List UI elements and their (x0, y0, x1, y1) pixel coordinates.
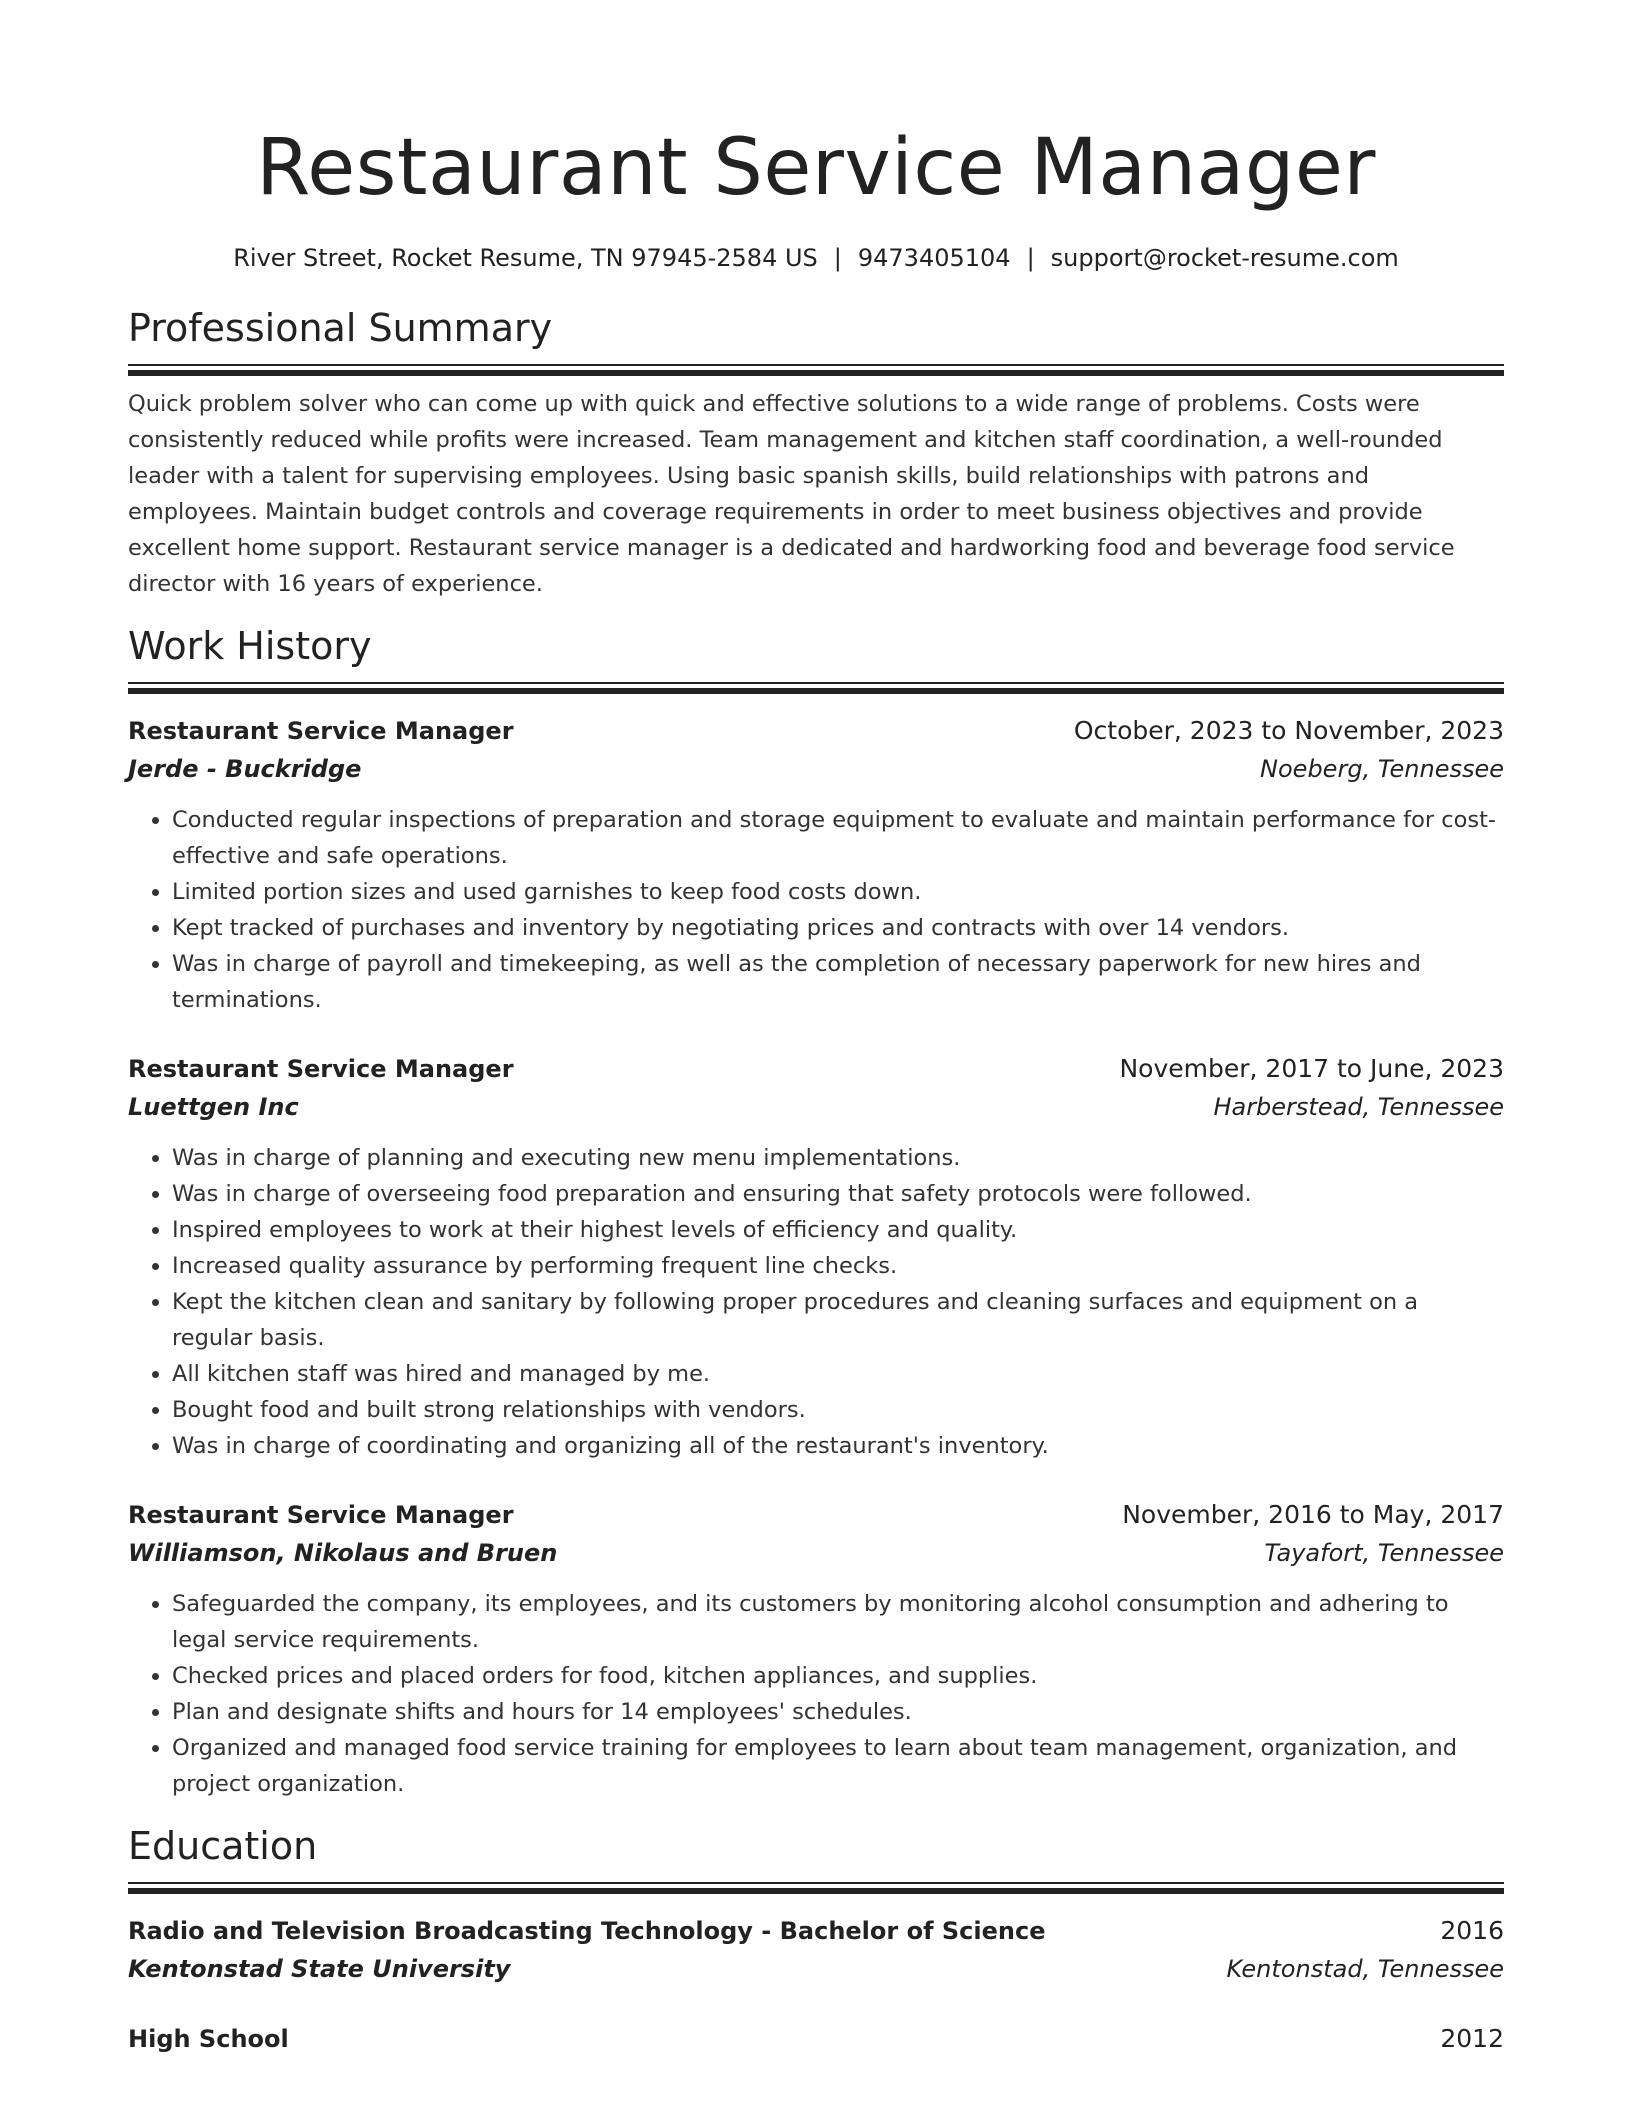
summary-text: Quick problem solver who can come up with quick and effective solutions to a wide range of problems. Costs were consistently reduced while profits were increased. Team management and kitchen staff coordination, a well-rounded leader with a talent for supervising employees. Using basic spanish skills, build relationships with patrons and employees. Maintain budget controls and coverage requirements in order to meet business objectives and provide excellent home support. Restaurant service manager is a dedicated and hardworking food and beverage food service director with 16 years of experience. (128, 391, 1455, 597)
education-entry (128, 2020, 1504, 2058)
job-bullets (128, 802, 1504, 1018)
job-subheader (128, 1534, 1504, 1572)
job-entry (128, 712, 1504, 1018)
section-title-education: Education (128, 1824, 318, 1868)
job-subheader (128, 1088, 1504, 1126)
section-divider (128, 1882, 1504, 1892)
work-history-section (128, 622, 1504, 1802)
job-bullets (128, 1586, 1504, 1802)
resume-page (128, 0, 1504, 2058)
job-header (128, 1050, 1504, 1088)
job-bullet: • Limited portion sizes and used garnishes to keep food costs down. (172, 874, 1504, 910)
education-school: Kentonstad State University (128, 1955, 511, 1983)
job-bullet: • All kitchen staff was hired and managed by me. (172, 1356, 1504, 1392)
job-bullet: • Conducted regular inspections of preparation and storage equipment to evaluate and maintain performance for cost-effective and safe operations. (172, 802, 1504, 874)
job-header (128, 1496, 1504, 1534)
job-bullet: • Increased quality assurance by performing frequent line checks. (172, 1248, 1504, 1284)
education-year: 2016 (1440, 1916, 1504, 1945)
education-section (128, 1822, 1504, 2058)
job-dates: November, 2016 to May, 2017 (1122, 1500, 1504, 1529)
job-header (128, 712, 1504, 750)
education-entry (128, 1912, 1504, 1988)
education-header (128, 2020, 1504, 2058)
job-company: Jerde - Buckridge (128, 755, 362, 783)
job-entry (128, 1496, 1504, 1802)
contact-email: support@rocket-resume.com (1050, 244, 1399, 272)
education-year: 2012 (1440, 2024, 1504, 2053)
job-bullet: • Was in charge of overseeing food preparation and ensuring that safety protocols were followed. (172, 1176, 1504, 1212)
job-bullet: • Kept tracked of purchases and inventory by negotiating prices and contracts with over 14 vendors. (172, 910, 1504, 946)
education-header (128, 1912, 1504, 1950)
job-company: Luettgen Inc (128, 1093, 299, 1121)
job-location: Harberstead, Tennessee (1213, 1093, 1504, 1121)
job-bullet: • Checked prices and placed orders for food, kitchen appliances, and supplies. (172, 1658, 1504, 1694)
job-location: Tayafort, Tennessee (1264, 1539, 1504, 1567)
job-bullet: • Was in charge of payroll and timekeeping, as well as the completion of necessary paperwork for new hires and terminations. (172, 946, 1504, 1018)
contact-separator: | (1026, 244, 1035, 272)
job-bullet: • Safeguarded the company, its employees, and its customers by monitoring alcohol consumption and adhering to legal service requirements. (172, 1586, 1504, 1658)
section-divider (128, 682, 1504, 692)
education-degree: High School (128, 2025, 289, 2053)
contact-phone: 9473405104 (857, 244, 1011, 272)
job-bullet: • Inspired employees to work at their highest levels of efficiency and quality. (172, 1212, 1504, 1248)
section-title-work-history: Work History (128, 624, 372, 668)
summary-section (128, 304, 1504, 602)
job-bullet: • Bought food and built strong relationships with vendors. (172, 1392, 1504, 1428)
contact-line (128, 242, 1504, 274)
section-title-summary: Professional Summary (128, 306, 553, 350)
section-divider (128, 364, 1504, 374)
job-subheader (128, 750, 1504, 788)
job-dates: November, 2017 to June, 2023 (1119, 1054, 1504, 1083)
job-bullet: • Plan and designate shifts and hours for 14 employees' schedules. (172, 1694, 1504, 1730)
job-bullet: • Organized and managed food service training for employees to learn about team management, organization, and project organization. (172, 1730, 1504, 1802)
education-location: Kentonstad, Tennessee (1226, 1955, 1504, 1983)
job-bullet: • Was in charge of coordinating and organizing all of the restaurant's inventory. (172, 1428, 1504, 1464)
job-title: Restaurant Service Manager (128, 1501, 514, 1529)
resume-name: Restaurant Service Manager (256, 123, 1376, 213)
job-title: Restaurant Service Manager (128, 717, 514, 745)
job-bullet: • Was in charge of planning and executing new menu implementations. (172, 1140, 1504, 1176)
education-degree: Radio and Television Broadcasting Technology - Bachelor of Science (128, 1917, 1046, 1945)
job-company: Williamson, Nikolaus and Bruen (128, 1539, 558, 1567)
job-title: Restaurant Service Manager (128, 1055, 514, 1083)
job-location: Noeberg, Tennessee (1260, 755, 1504, 783)
education-subheader (128, 1950, 1504, 1988)
contact-separator: | (833, 244, 842, 272)
job-bullets (128, 1140, 1504, 1464)
job-entry (128, 1050, 1504, 1464)
contact-address: River Street, Rocket Resume, TN 97945-2584 US (233, 244, 818, 272)
job-bullet: • Kept the kitchen clean and sanitary by following proper procedures and cleaning surfaces and equipment on a regular basis. (172, 1284, 1504, 1356)
job-dates: October, 2023 to November, 2023 (1073, 716, 1504, 745)
